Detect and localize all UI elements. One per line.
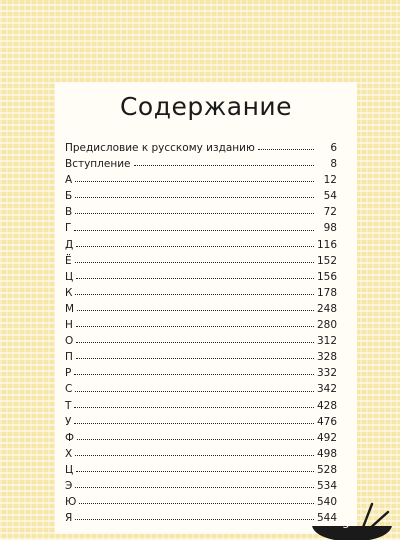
toc-entry[interactable]	[65, 398, 337, 414]
toc-entry-label: Ё	[65, 254, 72, 267]
toc-entry-page: 116	[316, 238, 337, 251]
toc-entry-label: Н	[65, 319, 73, 332]
dot-leader	[258, 148, 314, 150]
toc-entry-page: 280	[316, 319, 337, 332]
toc-entry-label: Т	[65, 399, 72, 412]
page-title: Содержание	[119, 92, 293, 121]
toc-entry[interactable]	[65, 494, 337, 510]
toc-entry-page: 498	[316, 447, 337, 460]
toc-entry-label: Д	[65, 238, 74, 251]
toc-entry-page: 152	[316, 254, 337, 267]
toc-entry[interactable]	[65, 237, 337, 253]
dot-leader	[134, 164, 315, 166]
toc-entry[interactable]	[65, 381, 337, 397]
toc-entry[interactable]	[65, 156, 337, 172]
toc-entry-page: 12	[323, 174, 337, 187]
toc-entry[interactable]	[65, 414, 337, 430]
dot-leader	[76, 325, 314, 327]
toc-entry-page: 6	[330, 142, 337, 154]
toc-entry[interactable]	[65, 430, 337, 446]
toc-entry-page: 534	[316, 479, 337, 492]
toc-entry-page: 98	[323, 222, 337, 235]
toc-entry-label: Вступление	[65, 158, 131, 171]
toc-entry[interactable]	[65, 317, 337, 333]
toc-entry-label: Ф	[65, 431, 75, 444]
toc-entry-page: 342	[316, 383, 337, 396]
toc-entry[interactable]	[65, 301, 337, 317]
dot-leader	[74, 422, 314, 424]
toc-entry[interactable]	[65, 510, 337, 526]
toc-entry[interactable]	[65, 140, 337, 156]
toc-list	[65, 140, 337, 526]
dot-leader	[74, 229, 314, 231]
toc-entry-label: Э	[65, 479, 73, 492]
toc-entry[interactable]	[65, 220, 337, 236]
toc-entry-label: Ц	[65, 270, 74, 283]
toc-entry-page: 72	[323, 206, 337, 219]
page-number: 5	[342, 518, 350, 531]
toc-entry-label: П	[65, 351, 73, 364]
toc-entry[interactable]	[65, 285, 337, 301]
toc-entry-page: 328	[316, 351, 337, 364]
toc-entry-page: 248	[316, 302, 337, 315]
toc-entry-label: Г	[65, 222, 72, 235]
toc-entry-page: 54	[323, 190, 337, 203]
content-panel	[55, 82, 357, 534]
toc-entry[interactable]	[65, 365, 337, 381]
dot-leader	[76, 470, 314, 472]
toc-entry-label: К	[65, 286, 73, 299]
toc-entry-label: С	[65, 383, 73, 396]
toc-entry-label: А	[65, 174, 73, 187]
toc-entry-page: 492	[316, 431, 337, 444]
toc-entry-label: Ц	[65, 463, 74, 476]
dot-leader	[76, 277, 314, 279]
toc-entry-label: Я	[65, 512, 73, 525]
toc-entry-page: 332	[316, 367, 337, 380]
toc-entry[interactable]	[65, 253, 337, 269]
toc-entry[interactable]	[65, 204, 337, 220]
dot-leader	[77, 309, 314, 311]
toc-entry-page: 540	[316, 496, 337, 509]
toc-entry-label: У	[65, 415, 72, 428]
toc-entry-label: Р	[65, 367, 72, 380]
dot-leader	[76, 245, 314, 247]
toc-entry-label: В	[65, 206, 73, 219]
toc-entry-page: 156	[316, 270, 337, 283]
toc-entry[interactable]	[65, 349, 337, 365]
dot-leader	[75, 293, 313, 295]
toc-entry-label: О	[65, 335, 74, 348]
dot-leader	[75, 212, 314, 214]
toc-entry-page: 528	[316, 463, 337, 476]
dot-leader	[76, 357, 314, 359]
dot-leader	[75, 196, 314, 198]
dot-leader	[74, 373, 314, 375]
dot-leader	[74, 406, 314, 408]
dot-leader	[75, 518, 314, 520]
toc-entry-page: 428	[316, 399, 337, 412]
toc-entry-page: 8	[330, 158, 337, 171]
toc-entry-page: 178	[316, 286, 337, 299]
dot-leader	[75, 454, 314, 456]
dot-leader	[75, 180, 314, 182]
toc-entry[interactable]	[65, 333, 337, 349]
toc-entry[interactable]	[65, 188, 337, 204]
toc-entry-page: 312	[316, 335, 337, 348]
toc-entry[interactable]	[65, 172, 337, 188]
toc-entry-label: Х	[65, 447, 73, 460]
toc-entry[interactable]	[65, 269, 337, 285]
toc-entry-label: Предисловие к русскому изданию	[65, 142, 255, 154]
dot-leader	[75, 486, 314, 488]
toc-entry-label: Б	[65, 190, 73, 203]
dot-leader	[75, 390, 314, 392]
toc-entry[interactable]	[65, 446, 337, 462]
toc-entry-page: 476	[316, 415, 337, 428]
dot-leader	[76, 341, 314, 343]
dot-leader	[75, 261, 314, 263]
dot-leader	[79, 502, 314, 504]
toc-entry[interactable]	[65, 478, 337, 494]
toc-entry[interactable]	[65, 462, 337, 478]
toc-entry-label: Ю	[65, 496, 77, 509]
dot-leader	[77, 438, 314, 440]
toc-entry-label: М	[65, 302, 75, 315]
toc-entry-page: 544	[316, 512, 337, 525]
